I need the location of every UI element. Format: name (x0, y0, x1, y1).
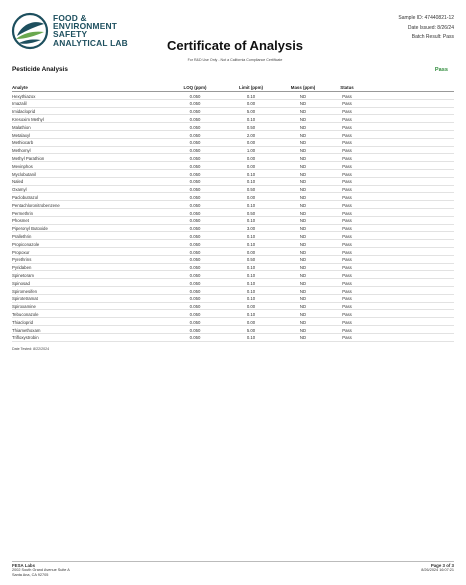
status-cell: Pass (342, 218, 352, 224)
footer-page-info (421, 563, 454, 573)
table-row (12, 147, 454, 155)
analyte-cell: Pyridaben (12, 265, 32, 271)
column-header-mass: Mass (ppm) (290, 85, 316, 90)
analyte-cell: Permethrin (12, 210, 34, 216)
mass-cell: ND (299, 311, 307, 317)
footer-lab-name: FESA Labs (12, 563, 36, 568)
lab-logo (11, 10, 171, 52)
mass-cell: ND (299, 327, 307, 333)
loq-cell: 0.050 (189, 171, 201, 177)
loq-cell: 0.050 (189, 187, 201, 193)
status-cell: Pass (342, 265, 352, 271)
analyte-cell: Spirotetramat (12, 296, 38, 302)
loq-cell: 0.050 (189, 132, 201, 138)
limit-cell: 0.00 (246, 140, 256, 146)
logo-line: FOOD & (53, 13, 87, 23)
analyte-cell: Imazalil (12, 101, 27, 107)
limit-cell: 1.00 (246, 148, 256, 154)
mass-cell: ND (299, 179, 307, 185)
table-row (12, 225, 454, 233)
analyte-cell: Piperonyl Butoxide (12, 226, 48, 232)
analyte-cell: Prallethrin (12, 233, 32, 239)
table-row (12, 326, 454, 334)
status-cell: Pass (342, 187, 352, 193)
analyte-cell: Pentachloronitrobenzene (12, 202, 60, 208)
limit-cell: 0.10 (246, 335, 256, 341)
analyte-cell: Mevinphos (12, 163, 33, 169)
loq-cell: 0.050 (189, 296, 201, 302)
analyte-cell: Myclobutanil (12, 171, 36, 177)
limit-cell: 0.10 (246, 265, 256, 271)
loq-cell: 0.050 (189, 288, 201, 294)
limit-cell: 0.10 (246, 288, 256, 294)
limit-cell: 0.10 (246, 296, 256, 302)
loq-cell: 0.050 (189, 101, 201, 107)
loq-cell: 0.050 (189, 272, 201, 278)
table-row (12, 295, 454, 303)
compliance-disclaimer: For R&D Use Only - Not a California Compliance Certificate (187, 58, 283, 62)
status-cell: Pass (342, 257, 352, 263)
column-header-loq: LOQ (ppm) (183, 85, 207, 90)
footer-address-line: Santa Ana, CA 92705 (12, 573, 49, 577)
mass-cell: ND (299, 140, 307, 146)
limit-cell: 0.10 (246, 171, 256, 177)
table-row (12, 256, 454, 264)
mass-cell: ND (299, 272, 307, 278)
mass-cell: ND (299, 233, 307, 239)
status-cell: Pass (342, 155, 352, 161)
loq-cell: 0.050 (189, 304, 201, 310)
analyte-cell: Metalaxyl (12, 132, 31, 138)
footer-divider (12, 561, 454, 562)
mass-cell: ND (299, 187, 307, 193)
table-row (12, 303, 454, 311)
section-result-badge: Pass (434, 67, 448, 73)
analyte-cell: Trifloxystrobin (12, 335, 39, 341)
table-row (12, 271, 454, 279)
analyte-cell: Methyl Parathion (12, 155, 45, 161)
analyte-cell: Hexythiazox (12, 93, 36, 99)
analyte-cell: Spiroxamine (12, 304, 36, 310)
analyte-cell: Methiocarb (12, 140, 34, 146)
document-title: Certificate of Analysis (166, 38, 304, 53)
page-number: Page 3 of 3 (430, 563, 454, 568)
loq-cell: 0.050 (189, 233, 201, 239)
loq-cell: 0.050 (189, 163, 201, 169)
limit-cell: 0.10 (246, 93, 256, 99)
mass-cell: ND (299, 194, 307, 200)
analyte-cell: Thiamethoxam (12, 327, 41, 333)
status-cell: Pass (342, 280, 352, 286)
loq-cell: 0.050 (189, 179, 201, 185)
mass-cell: ND (299, 163, 307, 169)
mass-cell: ND (299, 202, 307, 208)
table-row (12, 264, 454, 272)
table-header (12, 84, 454, 92)
column-header-analyte: Analyte (12, 85, 28, 90)
loq-cell: 0.050 (189, 93, 201, 99)
limit-cell: 0.50 (246, 124, 256, 130)
limit-cell: 3.00 (246, 226, 256, 232)
table-row (12, 310, 454, 318)
limit-cell: 5.00 (246, 109, 256, 115)
status-cell: Pass (342, 101, 352, 107)
status-cell: Pass (342, 148, 352, 154)
limit-cell: 0.50 (246, 210, 256, 216)
status-cell: Pass (342, 226, 352, 232)
status-cell: Pass (342, 288, 352, 294)
status-cell: Pass (342, 124, 352, 130)
mass-cell: ND (299, 218, 307, 224)
mass-cell: ND (299, 319, 307, 325)
table-row (12, 170, 454, 178)
status-cell: Pass (342, 202, 352, 208)
table-row (12, 318, 454, 326)
analyte-cell: Spiromesifen (12, 288, 38, 294)
loq-cell: 0.050 (189, 124, 201, 130)
status-cell: Pass (342, 140, 352, 146)
lab-logo-text (53, 14, 128, 47)
limit-cell: 0.10 (246, 280, 256, 286)
table-row (12, 334, 454, 342)
analyte-cell: Spinetoram (12, 272, 34, 278)
table-body (12, 92, 454, 342)
mass-cell: ND (299, 101, 307, 107)
logo-line: SAFETY (53, 29, 88, 40)
mass-cell: ND (299, 226, 307, 232)
table-row (12, 186, 454, 194)
analyte-cell: Paclobutrazol (12, 194, 39, 200)
mass-cell: ND (299, 116, 307, 122)
status-cell: Pass (342, 171, 352, 177)
status-cell: Pass (342, 272, 352, 278)
logo-line: ENVIRONMENT (53, 21, 118, 32)
analyte-cell: Propiconazole (12, 241, 40, 247)
loq-cell: 0.050 (189, 210, 201, 216)
analyte-cell: Malathion (12, 124, 31, 130)
limit-cell: 0.10 (246, 218, 256, 224)
analyte-cell: Spinosad (12, 280, 30, 286)
mass-cell: ND (299, 109, 307, 115)
loq-cell: 0.050 (189, 241, 201, 247)
analyte-cell: Methomyl (12, 148, 31, 154)
table-row (12, 178, 454, 186)
limit-cell: 0.00 (246, 163, 256, 169)
table-row (12, 287, 454, 295)
mass-cell: ND (299, 265, 307, 271)
status-cell: Pass (342, 311, 352, 317)
status-cell: Pass (342, 296, 352, 302)
limit-cell: 0.10 (246, 272, 256, 278)
limit-cell: 0.00 (246, 304, 256, 310)
mass-cell: ND (299, 257, 307, 263)
loq-cell: 0.050 (189, 140, 201, 146)
status-cell: Pass (342, 335, 352, 341)
mass-cell: ND (299, 210, 307, 216)
table-row (12, 162, 454, 170)
mass-cell: ND (299, 296, 307, 302)
loq-cell: 0.050 (189, 311, 201, 317)
section-title: Pesticide Analysis (12, 66, 68, 73)
table-row (12, 108, 454, 116)
analyte-cell: Phosmet (12, 218, 29, 224)
analyte-cell: Naled (12, 179, 24, 185)
mass-cell: ND (299, 280, 307, 286)
table-row (12, 123, 454, 131)
footer-address-line: 2002 South Grand Avenue Suite A (12, 568, 70, 572)
mass-cell: ND (299, 171, 307, 177)
table-row (12, 131, 454, 139)
logo-line: ANALYTICAL LAB (53, 37, 128, 48)
sample-meta (398, 14, 454, 43)
status-cell: Pass (342, 327, 352, 333)
status-cell: Pass (342, 179, 352, 185)
limit-cell: 0.10 (246, 233, 256, 239)
table-row (12, 139, 454, 147)
loq-cell: 0.050 (189, 327, 201, 333)
mass-cell: ND (299, 132, 307, 138)
mass-cell: ND (299, 288, 307, 294)
mass-cell: ND (299, 93, 307, 99)
limit-cell: 0.10 (246, 116, 256, 122)
mass-cell: ND (299, 249, 307, 255)
mass-cell: ND (299, 155, 307, 161)
loq-cell: 0.050 (189, 194, 201, 200)
footer-lab-info (12, 563, 70, 578)
status-cell: Pass (342, 304, 352, 310)
loq-cell: 0.050 (189, 249, 201, 255)
loq-cell: 0.050 (189, 116, 201, 122)
loq-cell: 0.050 (189, 148, 201, 154)
table-row (12, 154, 454, 162)
table-row (12, 209, 454, 217)
limit-cell: 5.00 (246, 327, 256, 333)
limit-cell: 0.50 (246, 257, 256, 263)
limit-cell: 0.00 (246, 101, 256, 107)
analyte-cell: Pyrethrins (12, 257, 32, 263)
column-header-status: Status (340, 85, 354, 90)
status-cell: Pass (342, 210, 352, 216)
limit-cell: 0.00 (246, 319, 256, 325)
limit-cell: 2.00 (246, 132, 256, 138)
status-cell: Pass (342, 93, 352, 99)
status-cell: Pass (342, 109, 352, 115)
sample-id: Sample ID: 47440821-12 (398, 15, 454, 21)
table-row (12, 100, 454, 108)
loq-cell: 0.050 (189, 257, 201, 263)
status-cell: Pass (342, 249, 352, 255)
loq-cell: 0.050 (189, 202, 201, 208)
limit-cell: 0.50 (246, 187, 256, 193)
status-cell: Pass (342, 116, 352, 122)
mass-cell: ND (299, 124, 307, 130)
table-row (12, 193, 454, 201)
leaf-logo-icon (11, 12, 49, 50)
loq-cell: 0.050 (189, 109, 201, 115)
loq-cell: 0.050 (189, 226, 201, 232)
printed-timestamp: 8/26/2024 16:07:21 (421, 568, 454, 572)
limit-cell: 0.10 (246, 241, 256, 247)
limit-cell: 0.10 (246, 202, 256, 208)
loq-cell: 0.050 (189, 319, 201, 325)
table-row (12, 248, 454, 256)
loq-cell: 0.050 (189, 280, 201, 286)
status-cell: Pass (342, 132, 352, 138)
status-cell: Pass (342, 241, 352, 247)
status-cell: Pass (342, 233, 352, 239)
mass-cell: ND (299, 148, 307, 154)
table-row (12, 217, 454, 225)
analyte-cell: Tebuconazole (12, 311, 39, 317)
loq-cell: 0.050 (189, 218, 201, 224)
mass-cell: ND (299, 335, 307, 341)
date-tested: Date Tested: 8/22/2024 (12, 347, 50, 351)
analyte-cell: Oxamyl (12, 187, 27, 193)
table-row (12, 240, 454, 248)
batch-result: Batch Result: Pass (411, 34, 454, 40)
table-row (12, 92, 454, 100)
analyte-cell: Thiacloprid (12, 319, 34, 325)
limit-cell: 0.00 (246, 249, 256, 255)
table-row (12, 115, 454, 123)
pesticide-table (12, 84, 454, 342)
loq-cell: 0.050 (189, 335, 201, 341)
column-header-limit: Limit (ppm) (239, 85, 263, 90)
table-row (12, 232, 454, 240)
status-cell: Pass (342, 163, 352, 169)
mass-cell: ND (299, 241, 307, 247)
limit-cell: 0.10 (246, 311, 256, 317)
mass-cell: ND (299, 304, 307, 310)
date-issued: Date Issued: 8/26/24 (407, 24, 454, 31)
analyte-cell: Propoxur (12, 249, 30, 255)
status-cell: Pass (342, 194, 352, 200)
analyte-cell: Kresoxim Methyl (12, 116, 44, 122)
limit-cell: 0.00 (246, 194, 256, 200)
table-row (12, 279, 454, 287)
limit-cell: 0.00 (246, 155, 256, 161)
analyte-cell: Imidacloprid (12, 109, 36, 115)
table-row (12, 201, 454, 209)
loq-cell: 0.050 (189, 265, 201, 271)
status-cell: Pass (342, 319, 352, 325)
limit-cell: 0.10 (246, 179, 256, 185)
loq-cell: 0.050 (189, 155, 201, 161)
